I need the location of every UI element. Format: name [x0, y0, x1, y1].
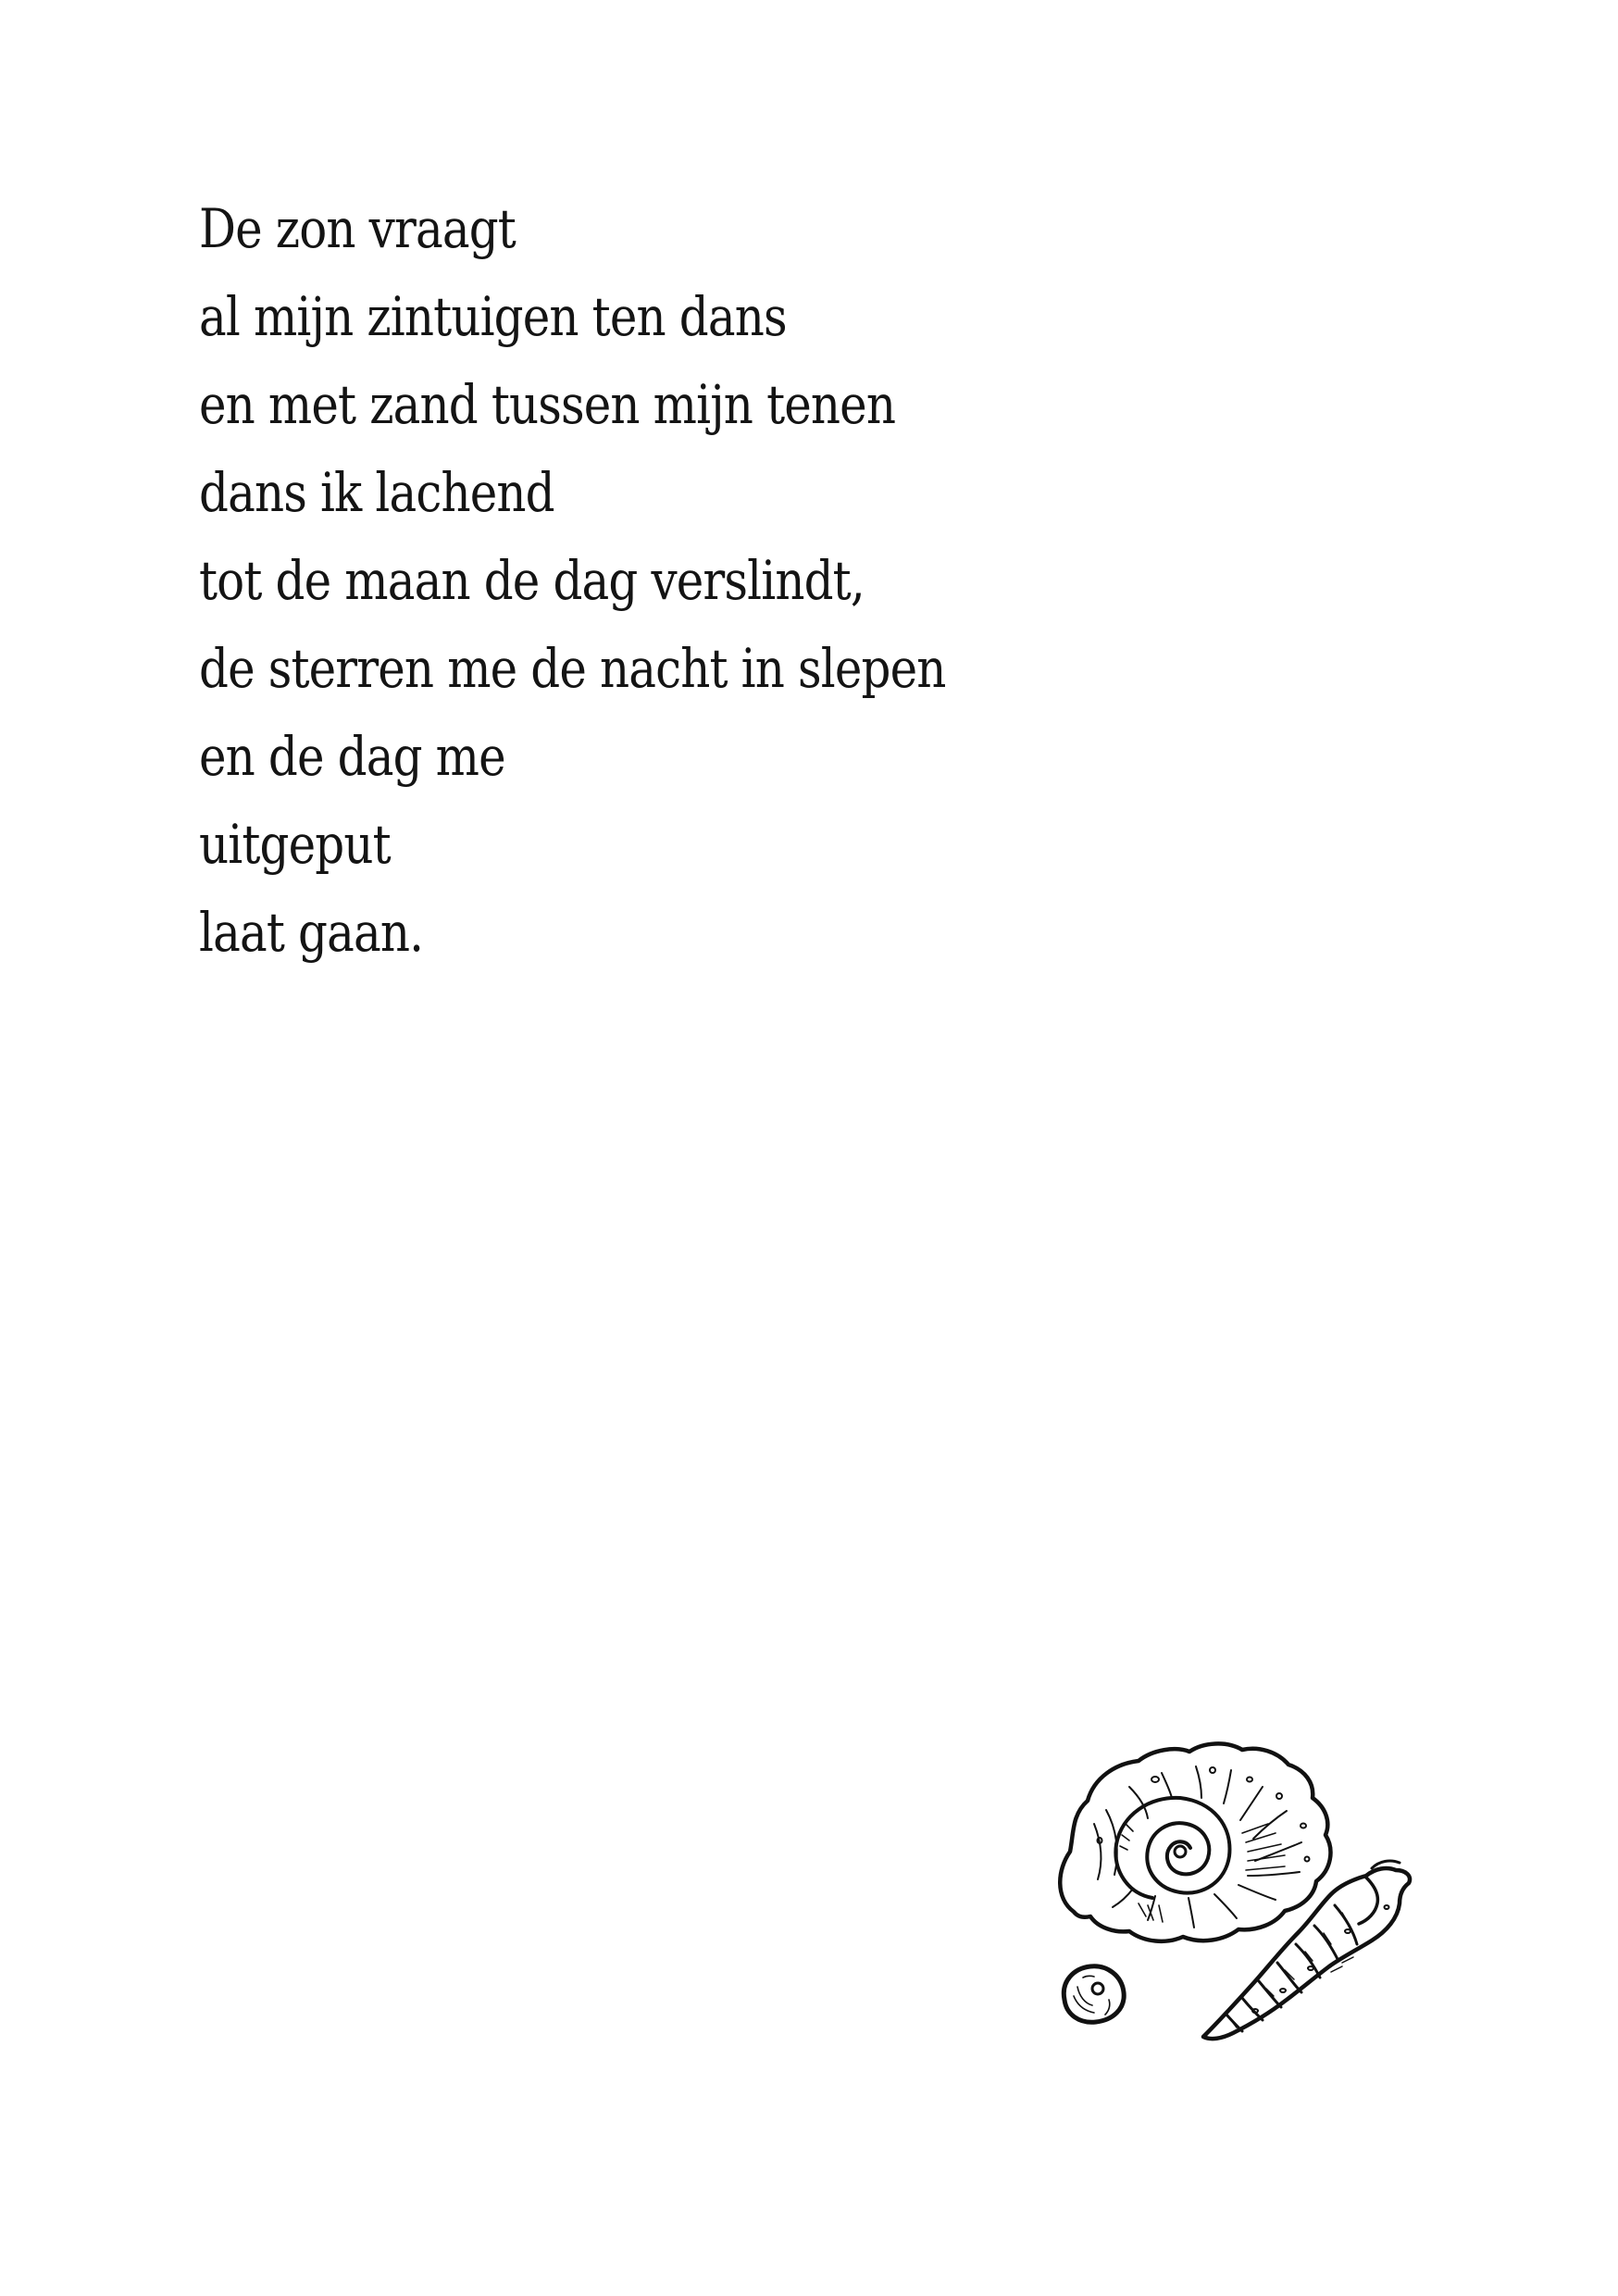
- poem-line-9: laat gaan.: [199, 901, 424, 964]
- pebble-shell-icon: [1064, 1966, 1124, 2022]
- spiral-shell-icon: [1060, 1743, 1330, 1940]
- seashells-illustration: [1037, 1722, 1500, 2092]
- poem-line-2: al mijn zintuigen ten dans: [199, 285, 787, 348]
- poem-line-1: De zon vraagt: [199, 197, 516, 260]
- poem-line-4: dans ik lachend: [199, 461, 554, 524]
- poem-line-7: en de dag me: [199, 725, 505, 788]
- poem-line-8: uitgeput: [199, 813, 391, 876]
- poem-line-3: en met zand tussen mijn tenen: [199, 373, 896, 436]
- poem: [199, 185, 946, 977]
- poem-line-5: tot de maan de dag verslindt,: [199, 549, 865, 612]
- poem-line-6: de sterren me de nacht in slepen: [199, 637, 946, 700]
- auger-shell-icon: [1203, 1861, 1410, 2039]
